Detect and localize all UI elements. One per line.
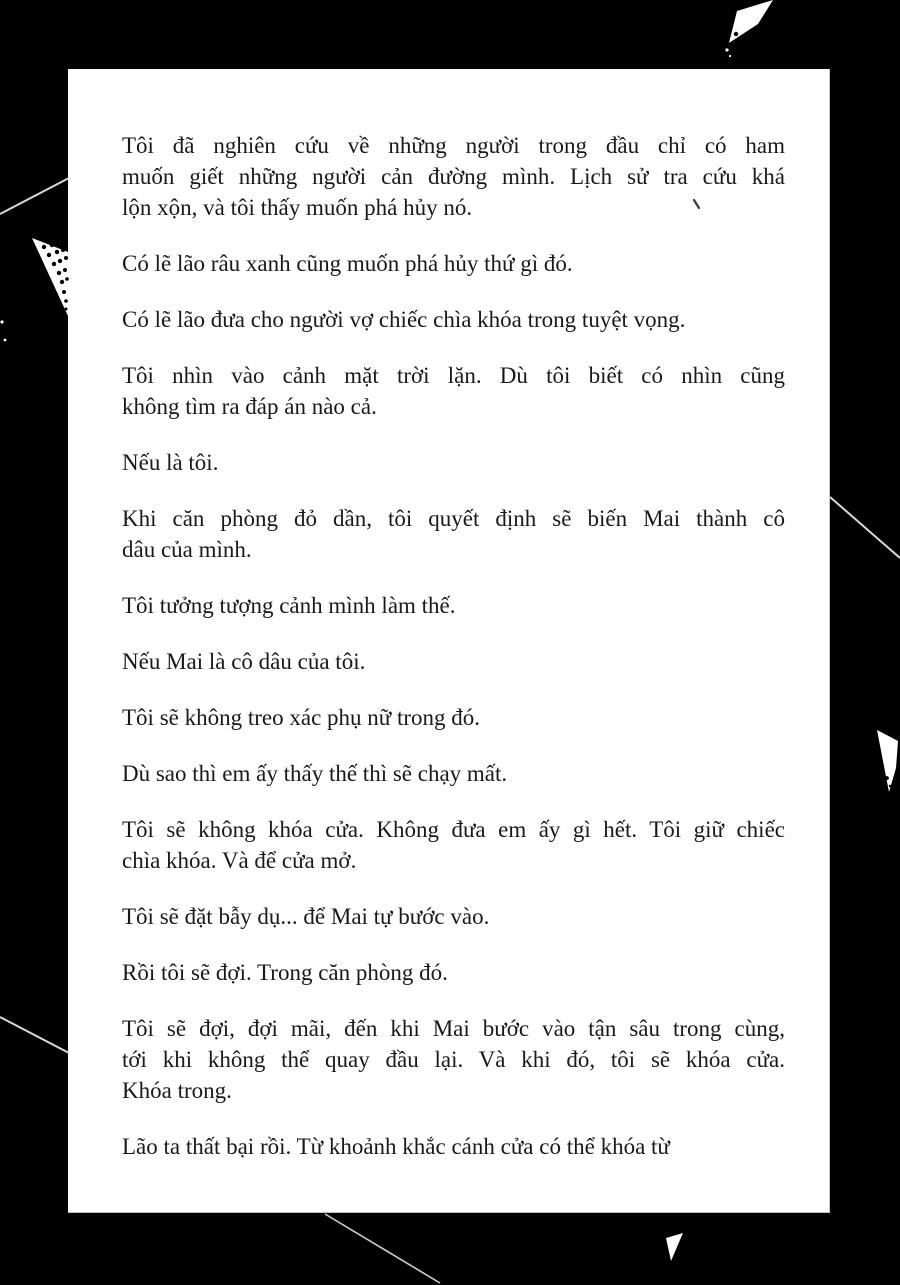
paragraph [122, 360, 785, 422]
paragraph [122, 1131, 785, 1162]
text-panel [68, 69, 830, 1213]
text-line: Tôi sẽ đặt bẫy dụ... để Mai tự bước vào. [122, 904, 490, 929]
paragraph [122, 646, 785, 677]
shard-icon [877, 730, 898, 792]
paragraph [122, 304, 785, 335]
text-line: Nếu Mai là cô dâu của tôi. [122, 649, 366, 674]
text-line: Tôi sẽ không treo xác phụ nữ trong đó. [122, 705, 481, 730]
text-line: Dù sao thì em ấy thấy thế thì sẽ chạy mất. [122, 761, 508, 786]
paragraph [122, 248, 785, 279]
text-line: chìa khóa. Và để cửa mở. [122, 848, 357, 873]
paragraph [122, 814, 785, 876]
text-line: lộn xộn, và tôi thấy muốn phá hủy nó. [122, 195, 473, 220]
paragraph [122, 590, 785, 621]
paragraph [122, 702, 785, 733]
text-line: Nếu là tôi. [122, 450, 219, 475]
halftone-shard-icon [0, 238, 68, 341]
text-line: Tôi nhìn vào cảnh mặt trời lặn. Dù tôi biết có nhìn cũng [122, 363, 785, 388]
text-line: Khi căn phòng đỏ dần, tôi quyết định sẽ biến Mai thành cô [122, 506, 785, 531]
paragraph [122, 758, 785, 789]
text-line: Lão ta thất bại rồi. Từ khoảnh khắc cánh cửa có thể khóa từ [122, 1134, 670, 1159]
speedline-icon [0, 178, 69, 214]
text-line: Rồi tôi sẽ đợi. Trong căn phòng đó. [122, 960, 448, 985]
speedline-icon [830, 497, 900, 558]
text-line: muốn giết những người cản đường mình. Lịch sử tra cứu khá [122, 164, 785, 189]
paragraph [122, 1013, 785, 1106]
speedline-icon [325, 1214, 440, 1283]
text-line: Có lẽ lão râu xanh cũng muốn phá hủy thứ gì đó. [122, 251, 573, 276]
paragraph [122, 957, 785, 988]
paragraph [122, 503, 785, 565]
text-line: Có lẽ lão đưa cho người vợ chiếc chìa khóa trong tuyệt vọng. [122, 307, 686, 332]
text-line: không tìm ra đáp án nào cả. [122, 394, 377, 419]
paragraph [122, 901, 785, 932]
text-line: tới khi không thể quay đầu lại. Và khi đó, tôi sẽ khóa cửa. [122, 1047, 785, 1072]
text-line: Tôi sẽ đợi, đợi mãi, đến khi Mai bước vào tận sâu trong cùng, [122, 1016, 785, 1041]
shard-icon [666, 1233, 683, 1261]
text-line: Tôi đã nghiên cứu về những người trong đầu chỉ có ham [122, 133, 785, 158]
text-line: Tôi sẽ không khóa cửa. Không đưa em ấy gì hết. Tôi giữ chiếc [122, 817, 785, 842]
paper-text [122, 130, 785, 1187]
paragraph [122, 130, 785, 223]
text-line: Tôi tưởng tượng cảnh mình làm thế. [122, 593, 456, 618]
text-line: dâu của mình. [122, 537, 252, 562]
speedline-icon [0, 1017, 69, 1053]
paragraph [122, 447, 785, 478]
shard-icon [725, 0, 773, 57]
text-line: Khóa trong. [122, 1078, 232, 1103]
